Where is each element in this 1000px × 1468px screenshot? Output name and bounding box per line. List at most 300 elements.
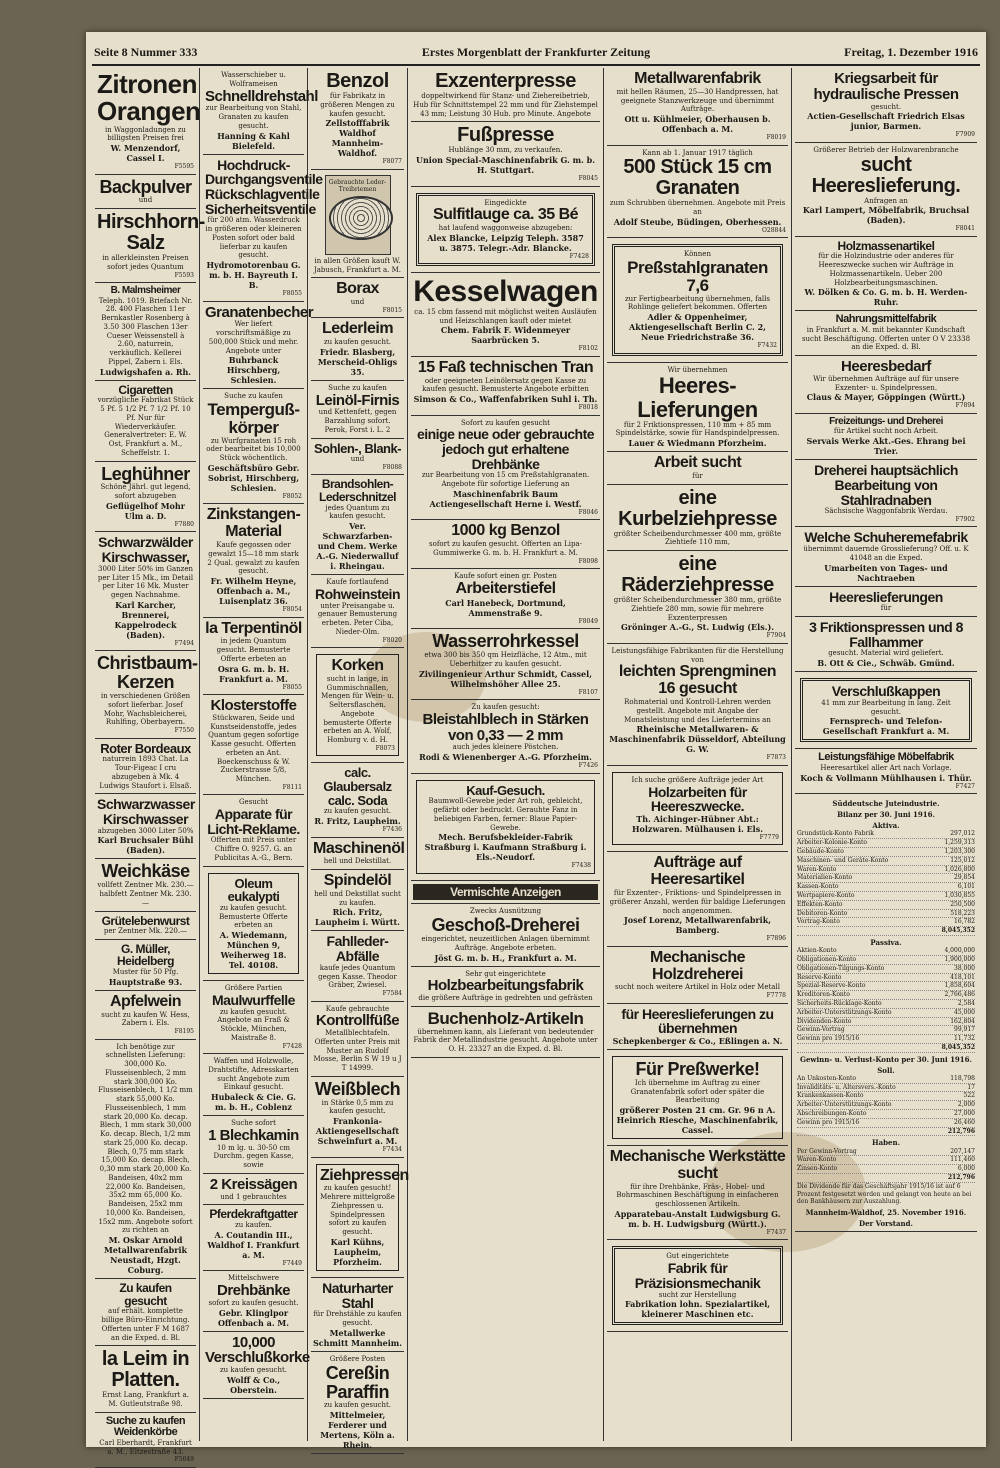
ad-text: übernimmt dauernde Grosslieferung? Off. u. K 41048 an die Exped. xyxy=(803,545,969,562)
ad-text: per Zentner Mk. 220.— xyxy=(103,927,188,936)
ad-frame xyxy=(316,654,399,756)
advertisement xyxy=(203,1205,304,1271)
ad-headline: Kriegsarbeit für hydraulische Pressen xyxy=(813,70,959,103)
advertisement xyxy=(203,1271,304,1331)
advertiser-name: Fr. Wilhelm Heyne, Offenbach a. M., Luisenplatz 36. xyxy=(210,576,297,607)
ad-text: Hublänge 30 mm, zu verkaufen. xyxy=(448,146,563,155)
activa-label: Grundstück-Konto Fabrik xyxy=(797,830,874,838)
advertisement xyxy=(607,1240,788,1332)
ad-intro: Leistungsfähige Fabrikanten für die Herstellung von xyxy=(611,646,784,664)
ad-reference: F7880 xyxy=(174,520,194,528)
advertiser-name: Rich. Fritz, Laupheim i. Württ. xyxy=(315,907,400,928)
ad-headline: sucht Heereslieferung. xyxy=(811,153,961,197)
page-header xyxy=(92,42,980,66)
advertisement xyxy=(203,618,304,696)
advertisement xyxy=(311,170,404,279)
advertisement xyxy=(95,1346,196,1413)
ad-reference: F7434 xyxy=(382,1146,402,1154)
advertiser-name: Wolff & Co., Oberstein. xyxy=(226,1374,281,1395)
column-2 xyxy=(200,68,323,1441)
column-4 xyxy=(408,68,604,1441)
ad-reference: F8195 xyxy=(174,1028,194,1036)
advertiser-name: Ver. Schwarzfarben- und Chem. Werke A.-G. Niederwalluf i. Rheingau. xyxy=(316,521,399,572)
advertisement xyxy=(95,859,196,911)
ad-intro: Zu kaufen gesucht: xyxy=(471,703,540,712)
advertisement xyxy=(311,475,404,575)
ad-reference: F8098 xyxy=(578,557,598,565)
ad-text: unter Preisangabe u. genauer Bemusterung erbeten. Peter Ciba, Nieder-Olm. xyxy=(317,601,398,636)
ad-headline: Hochdruck-Durchgangsventile Rückschlagventile Sicherheitsventile xyxy=(205,156,323,217)
haben-row xyxy=(797,1165,975,1174)
ad-headline: Grütelebenwurst xyxy=(101,913,190,928)
ad-headline: Cigaretten xyxy=(118,382,173,397)
activa-value: 16,782 xyxy=(954,918,975,926)
guv-title: Gewinn- u. Verlust-Konto per 30. Juni 1916. xyxy=(800,1054,972,1064)
soll-label: Abschreibungen-Konto xyxy=(797,1110,867,1118)
advertisement xyxy=(607,551,788,644)
passiva-row xyxy=(797,1018,975,1027)
column-5 xyxy=(604,68,792,1441)
advertiser-name: Rodi & Wienenberger A.-G. Pforzheim. xyxy=(419,752,592,763)
ad-headline: 500 Stück 15 cm Granaten xyxy=(623,156,772,200)
ad-reference: F7427 xyxy=(955,782,975,790)
advertisement xyxy=(311,575,404,648)
ad-text: kaufe jedes Quantum gegen Kasse. Theodor Gräber, Zwiesel. xyxy=(318,963,397,990)
ad-intro: Suche zu kaufen xyxy=(328,383,387,392)
advertiser-name: Hanning & Kahl Bielefeld. xyxy=(217,130,290,151)
belt-illustration xyxy=(325,175,391,255)
ad-text: Heeresartikel aller Art nach Vorlage. xyxy=(820,763,952,772)
ad-text: zum Schrubben übernehmen. Angebote mit Preis an xyxy=(609,199,786,217)
activa-value: 297,012 xyxy=(950,830,975,838)
activa-label: Wertpapiere-Konto xyxy=(797,892,855,900)
ad-headline: eine Kurbelziehpresse xyxy=(618,486,777,530)
ad-reference: F8015 xyxy=(382,306,402,314)
ad-headline: Kesselwagen xyxy=(413,275,598,309)
ad-intro: Kaufe fortlaufend xyxy=(326,578,389,587)
advertiser-name: Josef Lorenz, Metallwarenfabrik, Bamberg. xyxy=(623,915,772,936)
ad-text: größter Scheibendurchmesser 400 mm, größte Ziehtiefe 110 mm, xyxy=(613,529,782,547)
ad-headline: Zu kaufen gesucht xyxy=(119,1281,172,1308)
advertisement xyxy=(411,273,600,357)
ad-reference: F7550 xyxy=(174,727,194,735)
ad-headline: Korken xyxy=(331,657,384,675)
column-3 xyxy=(308,68,409,1451)
ad-headline: Apparate für Licht-Reklame. xyxy=(207,806,300,837)
ad-text: zu kaufen gesucht. Bemusterte Offerte erbeten an xyxy=(219,903,288,930)
ad-intro: Zwecks Ausnützung xyxy=(469,907,542,916)
belt-illustration-label: Gebrauchte Leder-Treibriemen xyxy=(328,178,387,194)
advertisement xyxy=(795,527,977,586)
ad-headline: Borax xyxy=(336,280,379,298)
ad-headline: Maschinenöl xyxy=(313,839,405,857)
ad-headline: Roter Bordeaux xyxy=(100,740,191,756)
ad-text: in allerkleinsten Preisen sofort jedes Quantum xyxy=(102,254,189,271)
advertisement xyxy=(607,452,788,485)
advertisement xyxy=(203,504,304,617)
ad-headline: einige neue oder gebrauchte jedoch gut erhaltene Drehbänke xyxy=(416,426,595,472)
ad-headline: Naturharter Stahl xyxy=(322,1279,393,1311)
ad-text: zu kaufen gesucht. Angebote an Fraß & Stöckle, München, Maistraße 8. xyxy=(217,1007,290,1042)
ad-headline: Mechanische Holzdreherei xyxy=(650,948,745,983)
ad-headline: Cereßin Paraffin xyxy=(325,1362,390,1402)
ad-headline: Suche zu kaufen Weidenkörbe xyxy=(105,1414,186,1439)
ad-text: gesucht. xyxy=(870,102,902,111)
ad-text: 10 m lg. u. 30-50 cm Durchm. gegen Kasse, sowie xyxy=(213,1143,294,1170)
advertisement xyxy=(795,237,977,312)
ad-headline: Lederleim xyxy=(321,320,394,338)
haben-value: 111,460 xyxy=(950,1156,975,1164)
ad-text: Wir übernehmen Aufträge auf für unsere Exzenter- u. Spindelpressen. xyxy=(813,374,959,392)
advertisement xyxy=(411,1007,600,1058)
advertisement xyxy=(607,644,788,766)
activa-label: Kassen-Konto xyxy=(797,883,839,891)
ad-intro: Gesucht xyxy=(238,798,269,807)
passiva-label: Spezial-Reserve-Konto xyxy=(797,982,866,990)
ad-text: hell und Dekstillat sucht zu kaufen. xyxy=(314,889,401,907)
passiva-row xyxy=(797,1009,975,1018)
ad-text: Metallblechtafeln. Offerten unter Preis mit Muster an Rudolf Mosse, Berlin S W 19 u J T 14999. xyxy=(313,1029,402,1073)
advertiser-name: Adler & Oppenheimer, Aktiengesellschaft Berlin C. 2, Neue Friedrichstraße 36. xyxy=(629,312,766,343)
page-number: Seite 8 Nummer 333 xyxy=(94,45,198,59)
passiva-row xyxy=(797,1026,975,1035)
ad-text: Offerten mit Preis unter Chiffre O. 9257. G. an Publicitas A.-G., Bern. xyxy=(210,836,297,862)
soll-label: An Unkosten-Konto xyxy=(797,1074,857,1082)
advertiser-name: Actien-Gesellschaft Friedrich Elsas junior, Barmen. xyxy=(807,111,965,132)
ad-intro: Sofort zu kaufen gesucht xyxy=(461,418,550,427)
advertiser-name: Osra G. m. b. H. Frankfurt a. M. xyxy=(217,663,290,684)
ad-reference: F5593 xyxy=(174,271,194,279)
ad-reference: F7426 xyxy=(578,762,598,770)
advertiser-name: Servais Werke Akt.-Ges. Ehrang bei Trier. xyxy=(806,436,966,457)
ad-headline: la Leim in Platten. xyxy=(101,1348,190,1392)
activa-total xyxy=(797,927,975,936)
advertiser-name: Zivilingenieur Arthur Schmidt, Cassel, Wilhelmshöher Allee 25. xyxy=(419,668,592,689)
advertisement xyxy=(95,940,196,991)
belt-coil xyxy=(329,196,393,240)
advertiser-name: Chem. Fabrik F. Widenmeyer Saarbrücken 5. xyxy=(440,325,571,346)
ad-text: Kaufe gegossen oder gewalzt 15—18 mm stark 2 Qual. gewalzt zu kaufen gesucht. xyxy=(207,541,300,576)
activa-label: Debitoren-Konto xyxy=(797,909,848,917)
ad-headline: Zitronen Orangen xyxy=(97,69,201,127)
advertiser-name: Th. Aichinger-Hübner Abt.: Holzwaren. Mülhausen i. Els. xyxy=(632,813,763,834)
ad-reference: F7449 xyxy=(282,1259,302,1267)
advertisement xyxy=(411,700,600,774)
ad-text: gesucht. Material wird geliefert. xyxy=(828,649,944,658)
balance-sheet xyxy=(795,794,977,1232)
balance-title: Süddeutsche Juteindustrie. xyxy=(832,799,940,809)
ad-text: Anfragen an xyxy=(864,196,908,205)
activa-label: Effekten-Konto xyxy=(797,900,843,908)
ad-headline: Pferdekraftgatter xyxy=(209,1207,298,1222)
ad-reference: F7896 xyxy=(766,935,786,943)
activa-value: 1,026,800 xyxy=(944,865,975,873)
activa-row xyxy=(797,848,975,857)
ad-headline: Weichkäse xyxy=(101,861,190,882)
ad-reference: F8102 xyxy=(578,345,598,353)
activa-row xyxy=(797,857,975,866)
ad-intro: Größere Posten xyxy=(329,1354,386,1363)
soll-row xyxy=(797,1084,975,1093)
activa-label: Gebäude-Konto xyxy=(797,848,844,856)
ad-headline: Freizeitungs- und Dreherei xyxy=(829,415,943,427)
ad-text: zu kaufen. xyxy=(235,1221,272,1230)
passiva-total-value: 8,045,352 xyxy=(941,1043,975,1051)
soll-heading: Soll. xyxy=(877,1065,895,1075)
advertiser-name: Buhrbanck Hirschberg, Schlesien. xyxy=(226,355,281,386)
activa-row xyxy=(797,892,975,901)
ad-intro: Sehr gut eingerichtete xyxy=(465,969,546,978)
ad-text: abzugeben 3000 Liter 50% xyxy=(97,826,194,835)
advertiser-name: Geschäftsbüro Gebr. Sobrist, Hirschberg, Schlesien. xyxy=(207,462,300,493)
advertisement xyxy=(311,439,404,476)
ad-headline: Apfelwein xyxy=(109,992,182,1010)
ad-text: für ihre Drehbänke, Fräs-, Hobel- und Bohrmaschinen Beschäftigung in einfacheren geschlossenen Artikeln. xyxy=(616,1182,779,1209)
advertiser-name: Adolf Steube, Büdingen, Oberhessen. xyxy=(613,216,782,227)
ad-headline: Für Preßwerke! xyxy=(635,1059,760,1079)
advertiser-name: Geflügelhof Mohr Ulm a. D. xyxy=(106,500,185,521)
passiva-row xyxy=(797,991,975,1000)
ad-reference: F5595 xyxy=(174,163,194,171)
advertisement xyxy=(411,122,600,186)
advertiser-name: R. Fritz, Laupheim. xyxy=(314,816,401,827)
ad-intro: Suche zu kaufen xyxy=(224,392,283,401)
passiva-label: Reserve-Konto xyxy=(797,973,842,981)
activa-value: 125,012 xyxy=(950,856,975,864)
passiva-row xyxy=(797,1035,975,1044)
ad-text: Muster für 50 Pfg. xyxy=(112,968,179,977)
ad-headline: Sulfitlauge ca. 35 Bé xyxy=(432,206,579,224)
ad-headline: Preßstahlgranaten 7,6 xyxy=(627,258,768,295)
ad-intro: Größere Partien xyxy=(224,984,283,993)
haben-total xyxy=(797,1174,975,1183)
soll-label: Krankenkassen-Konto xyxy=(797,1092,864,1100)
advertiser-name: M. Oskar Arnold Metallwarenfabrik Neustadt, Hzgt. Coburg. xyxy=(103,1235,188,1276)
ad-reference: F8049 xyxy=(578,617,598,625)
ad-headline: Holzbearbeitungsfabrik xyxy=(427,977,584,995)
advertisement xyxy=(95,462,196,533)
advertiser-name: Hubaleck & Cie. G. m. b. H., Coblenz xyxy=(211,1092,296,1113)
soll-row xyxy=(797,1119,975,1128)
ad-reference: F7894 xyxy=(955,402,975,410)
advertisement xyxy=(311,68,404,170)
advertisement xyxy=(311,931,404,1001)
advertisement xyxy=(311,763,404,837)
ad-reference: F8041 xyxy=(955,225,975,233)
ad-text: vorzügliche Fabrikat Stück 5 Pf. 5 1/2 Pf. 7 1/2 Pf. 10 Pf. Nur für Wiederverkäufer. Generalvertreter: E. W. Ost, Frankfurt a. M., Scheffelstr. 1. xyxy=(97,396,194,457)
advertisement xyxy=(311,1278,404,1352)
advertisement xyxy=(411,569,600,629)
soll-total xyxy=(797,1128,975,1137)
ad-headline: Temperguß-körper xyxy=(207,400,300,437)
advertisement xyxy=(95,912,196,940)
advertisement xyxy=(411,416,600,521)
ad-text: auf erhält. komplette billige Büro-Einrichtung. Offerten unter F M 1687 an die Exped. d. Bl. xyxy=(101,1307,190,1342)
advertiser-name: Alex Blancke, Leipzig Teleph. 3587 u. 3875. Telegr.-Adr. Blancke. xyxy=(427,232,584,253)
ad-headline: Leistungsfähige Möbelfabrik xyxy=(818,751,954,764)
ad-headline: Spindelöl xyxy=(323,872,392,890)
advertisement xyxy=(311,1352,404,1454)
advertiser-name: Rheinische Metallwaren- & Maschinenfabrik Düsseldorf, Abteilung G. W. xyxy=(609,724,786,755)
ad-reference: F8077 xyxy=(382,158,402,166)
ad-text: übernehmen kann, als Lieferant von bedeutender Fabrik der Metallindustrie gesucht. Angebote unter O. H. 23327 an die Exped. d. Bl. xyxy=(413,1027,598,1054)
soll-value: 2,000 xyxy=(957,1101,975,1109)
passiva-label: Obligationen-Tilgungs-Konto xyxy=(797,964,885,972)
ad-intro: Kaufe gebrauchte xyxy=(325,1004,390,1013)
advertisement xyxy=(607,766,788,853)
passiva-value: 11,732 xyxy=(954,1035,975,1043)
passiva-row xyxy=(797,965,975,974)
ad-text: oder geeigneten Leinölersatz gegen Kasse zu kaufen gesucht. Bemusterte Angebote erbitten xyxy=(422,376,589,394)
advertiser-name: Mech. Berufsbekleider-Fabrik Straßburg i. Kaufmann Straßburg i. Els.-Neudorf. xyxy=(424,832,587,863)
advertiser-name: größerer Posten 21 cm. Gr. 96 n A. Heinrich Riesche, Maschinenfabrik, Cassel. xyxy=(616,1105,779,1136)
haben-label: Zinsen-Konto xyxy=(797,1165,838,1173)
advertisement xyxy=(795,356,977,414)
ad-headline: Oleum eukalypti xyxy=(227,875,280,905)
ad-reference: F7909 xyxy=(955,131,975,139)
soll-label: Gewinn pro 1915/16 xyxy=(797,1118,860,1126)
ad-headline: calc. Glaubersalz calc. Soda xyxy=(323,765,392,808)
advertisement xyxy=(795,617,977,672)
activa-row xyxy=(797,839,975,848)
soll-value: 17 xyxy=(967,1083,975,1091)
ad-headline: Dreherei hauptsächlich Bearbeitung von Stahlradnaben xyxy=(814,462,958,508)
ad-text: für Artikel sucht noch Arbeit. xyxy=(833,427,939,436)
newspaper-page xyxy=(86,32,986,1464)
activa-value: 29,854 xyxy=(954,874,975,882)
activa-value: 1,203,300 xyxy=(944,848,975,856)
advertisement xyxy=(411,904,600,966)
balance-subtitle: Bilanz per 30. Juni 1916. xyxy=(837,810,935,820)
ad-text: jedes Quantum zu kaufen gesucht. xyxy=(325,503,390,521)
ad-intro: Wasserschieber u. Wolframeisen xyxy=(221,71,286,88)
advertisement xyxy=(795,672,977,749)
advertisement xyxy=(311,318,404,381)
advertisement xyxy=(607,947,788,1004)
activa-label: Materialien-Konto xyxy=(797,874,853,882)
ad-reference: F8018 xyxy=(578,404,598,412)
ad-reference: F7436 xyxy=(382,826,402,834)
activa-row xyxy=(797,874,975,883)
ad-frame xyxy=(416,780,595,874)
haben-row xyxy=(797,1156,975,1165)
ad-headline: Fabrik für Präzisionsmechanik xyxy=(634,1260,761,1291)
ad-intro: Können xyxy=(684,250,711,259)
ad-intro: Mittelschwere xyxy=(227,1274,280,1283)
advertiser-name: Jöst G. m. b. H., Frankfurt a. M. xyxy=(434,952,577,963)
ad-text: zu kaufen gesucht. xyxy=(219,1366,287,1375)
column-6 xyxy=(792,68,980,1441)
ad-headline: Weißblech xyxy=(314,1078,401,1099)
advertiser-name: W. Menzendorf, Cassel I. xyxy=(110,143,181,164)
passiva-label: Kreditoren-Konto xyxy=(797,991,850,999)
ad-reference: F8052 xyxy=(282,492,302,500)
ad-text: größter Scheibendurchmesser 380 mm, größte Ziehtiefe 280 mm, sowie für mehrere Exzenterpressen xyxy=(613,596,782,622)
activa-row xyxy=(797,910,975,919)
ad-headline: Fahlleder-Abfälle xyxy=(326,933,389,965)
ad-text: zu kaufen gesucht. xyxy=(323,1401,391,1410)
activa-row xyxy=(797,901,975,910)
advertiser-name: Friedr. Blasberg, Merscheid-Ohligs 35. xyxy=(317,346,398,377)
ad-text: ca. 15 cbm fassend mit möglichst weiten Ausläufen und Heizschlangen kauft oder mietet xyxy=(414,307,597,325)
ad-text: in allen Größen kauft W. Jabusch, Frankfurt a. M. xyxy=(313,256,402,274)
advertisement xyxy=(411,520,600,569)
ad-headline: für Heereslieferungen zu übernehmen xyxy=(621,1005,774,1037)
haben-heading: Haben. xyxy=(871,1138,901,1148)
passiva-label: Gewinn pro 1915/16 xyxy=(797,1035,860,1043)
advertisement xyxy=(311,278,404,318)
ad-headline: Holzmassenartikel xyxy=(837,238,935,253)
advertisement xyxy=(311,870,404,931)
passiva-value: 418,101 xyxy=(950,973,975,981)
advertisement xyxy=(607,68,788,146)
passiva-row xyxy=(797,982,975,991)
activa-heading: Aktiva. xyxy=(872,821,900,831)
passiva-value: 2,584 xyxy=(957,999,975,1007)
activa-row xyxy=(797,883,975,892)
advertisement xyxy=(607,1050,788,1146)
ad-headline: Arbeit sucht xyxy=(653,454,742,472)
advertiser-name: Hauptstraße 93. xyxy=(108,976,183,987)
advertisement xyxy=(203,389,304,504)
advertiser-name: Simson & Co., Waffenfabriken Suhl i. Th. xyxy=(413,394,598,405)
passiva-label: Obligationen-Konto xyxy=(797,955,857,963)
advertisement xyxy=(607,1146,788,1240)
advertisement xyxy=(311,838,404,871)
ad-text: Baumwoll-Gewebe jeder Art roh, gebleicht, gefärbt oder bedruckt. Gerauhte Fanz in beliebigen Farben, ferner: Blaue Papier-Gewebe. xyxy=(428,797,583,832)
ad-intro: Gut eingerichtete xyxy=(666,1252,729,1261)
advertisement xyxy=(607,238,788,362)
advertisement xyxy=(203,1332,310,1399)
advertisement xyxy=(411,774,600,881)
ad-headline: Geschoß-Dreherei xyxy=(431,915,580,936)
ad-frame xyxy=(316,1164,409,1271)
ad-text: die größere Aufträge in gedrehten und gefrästen xyxy=(418,994,593,1003)
ad-reference: F8107 xyxy=(578,688,598,696)
passiva-row xyxy=(797,947,975,956)
ad-headline: Arbeiterstiefel xyxy=(455,579,556,597)
balance-signature: Der Vorstand. xyxy=(859,1219,913,1229)
ad-text: Sächsische Waggonfabrik Werdau. xyxy=(824,507,948,516)
advertisement xyxy=(311,381,404,439)
advertisement xyxy=(795,311,977,356)
ad-intro: Kaufe sofort einen gr. Posten xyxy=(454,572,557,581)
ad-text: hat laufend waggonweise abzugeben: xyxy=(438,224,573,233)
advertiser-name: Karl Kühns, Laupheim, Pforzheim. xyxy=(330,1236,385,1267)
advertisement xyxy=(795,143,977,237)
passiva-label: Aktien-Konto xyxy=(797,947,837,955)
ad-reference: F8054 xyxy=(282,606,302,614)
advertiser-name: Claus & Mayer, Göppingen (Württ.) xyxy=(806,392,966,403)
haben-label: Waren-Konto xyxy=(797,1156,837,1164)
activa-label: Maschinen- und Geräte-Konto xyxy=(797,856,889,864)
ad-text: 3000 Liter 50% im Ganzen per Liter 15 Mk., im Detail per Liter 16 Mk. Muster gegen Nachnahme. xyxy=(97,564,194,600)
advertisement xyxy=(95,991,196,1040)
ad-headline: Schnelldrehstahl xyxy=(205,87,318,105)
ad-text: in Stärke 0,5 mm zu kaufen gesucht. xyxy=(321,1098,394,1116)
advertisement xyxy=(795,68,977,143)
advertisement xyxy=(95,209,205,283)
advertisement xyxy=(203,155,323,302)
ad-text: hell und Dekstillat. xyxy=(323,857,392,866)
balance-place: Mannheim-Waldhof, 25. November 1916. xyxy=(805,1208,967,1218)
ad-text: sucht zu kaufen W. Hess, Zabern i. Els. xyxy=(101,1010,190,1028)
advertiser-name: Karl Karcher, Brennerei, Kappelrodeck (Baden). xyxy=(114,599,177,640)
soll-value: 118,798 xyxy=(950,1074,975,1082)
soll-row xyxy=(797,1092,975,1101)
haben-value: 6,000 xyxy=(957,1165,975,1173)
advertisement xyxy=(203,1116,304,1174)
